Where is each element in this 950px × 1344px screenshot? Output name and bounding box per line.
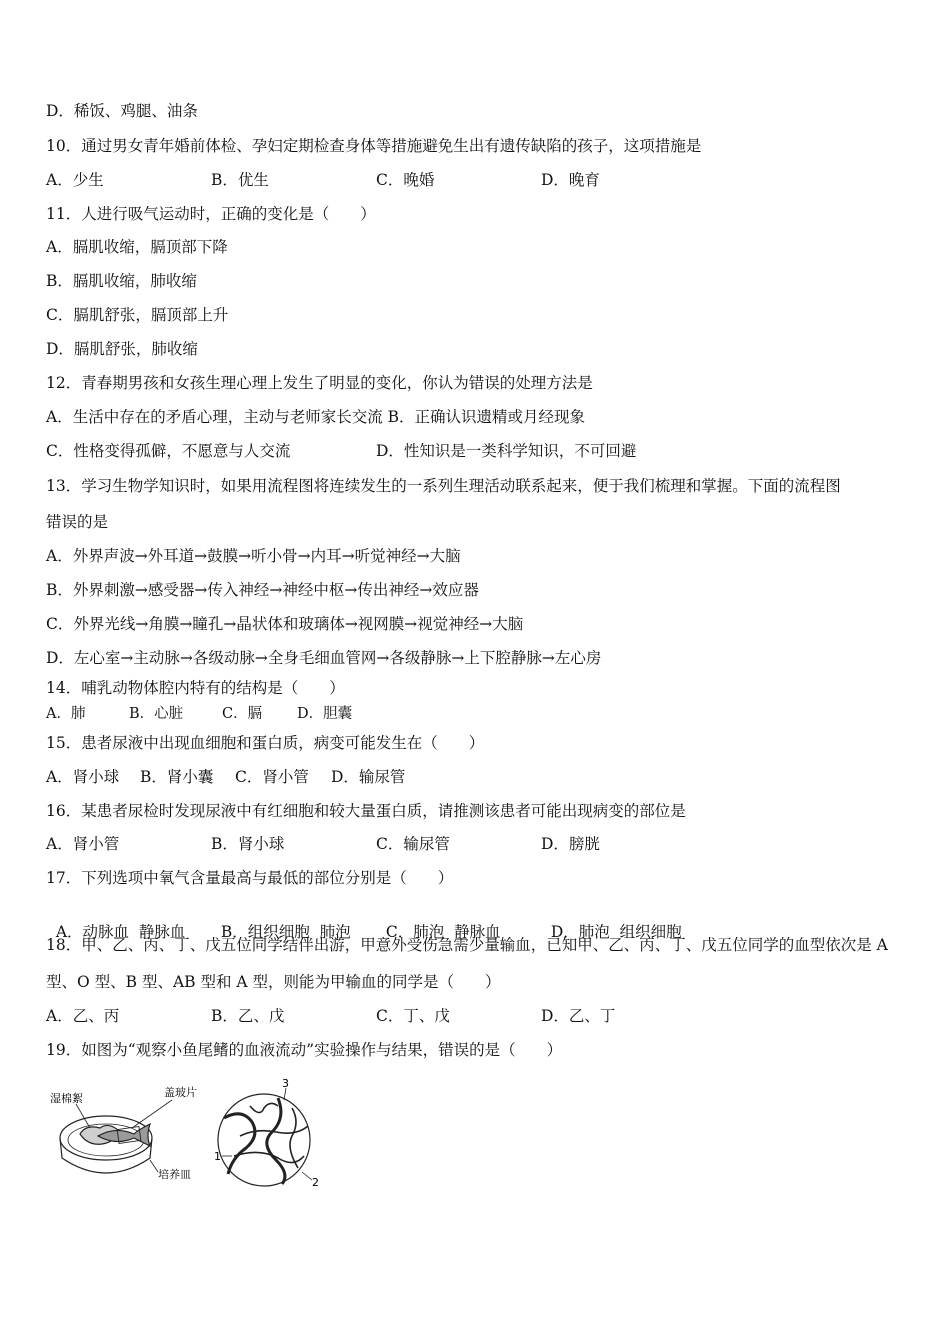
leader-dish (150, 1160, 158, 1172)
microscope-view (218, 1088, 312, 1186)
q16-options (46, 834, 600, 854)
q10-option-b: B．优生 (211, 171, 269, 189)
q13-option-c: C．外界光线→角膜→瞳孔→晶状体和玻璃体→视网膜→视觉神经→大脑 (46, 615, 524, 633)
q11-option-d: D．膈肌舒张，肺收缩 (46, 340, 198, 358)
q15-option-c: C．肾小管 (235, 768, 309, 786)
q14-option-a: A．肺 (46, 706, 86, 722)
q12-options-line2 (46, 441, 636, 461)
q17-stem: 17．下列选项中氧气含量最高与最低的部位分别是（ ） (46, 869, 454, 887)
q10-option-d: D．晚育 (541, 171, 600, 189)
q9-option-d: D．稀饭、鸡腿、油条 (46, 102, 198, 120)
q11-option-b: B．膈肌收缩，肺收缩 (46, 272, 197, 290)
q12-option-c: C．性格变得孤僻，不愿意与人交流 (46, 442, 291, 460)
q12-options-line1: A．生活中存在的矛盾心理，主动与老师家长交流 B．正确认识遗精或月经现象 (46, 408, 586, 426)
capillary-c (250, 1103, 278, 1112)
q15-option-a: A．肾小球 (46, 768, 120, 786)
q17-option-a: A．动脉血 静脉血 (55, 923, 186, 941)
q18-stem-line2: 型、O 型、B 型、AB 型和 A 型，则能为甲输血的同学是（ ） (46, 973, 501, 991)
q16-option-a: A．肾小管 (46, 835, 120, 853)
capillary-d (290, 1108, 298, 1168)
q17-option-d: D．肺泡 组织细胞 (550, 923, 682, 941)
q15-stem: 15．患者尿液中出现血细胞和蛋白质，病变可能发生在（ ） (46, 734, 485, 752)
leader-2 (302, 1172, 312, 1180)
vessel-2 (267, 1098, 285, 1184)
q14-stem: 14．哺乳动物体腔内特有的结构是（ ） (46, 679, 345, 697)
q15-option-b: B．肾小囊 (140, 768, 214, 786)
q11-stem: 11．人进行吸气运动时，正确的变化是（ ） (46, 205, 376, 223)
q12-option-d: D．性知识是一类科学知识，不可回避 (376, 442, 637, 460)
q17-option-b: B．组织细胞 肺泡 (220, 923, 351, 941)
q10-option-c: C．晚婚 (376, 171, 435, 189)
q18-option-d: D．乙、丁 (541, 1007, 616, 1025)
q18-option-b: B．乙、戊 (211, 1007, 285, 1025)
vessel-1 (224, 1114, 255, 1174)
q13-stem-line2: 错误的是 (46, 513, 109, 531)
leader-coverslip (132, 1100, 172, 1128)
q19-figure-svg (46, 1078, 346, 1193)
q19-figure (46, 1078, 346, 1193)
q13-option-d: D．左心室→主动脉→各级动脉→全身毛细血管网→各级静脉→上下腔静脉→左心房 (46, 649, 602, 667)
q10-stem: 10．通过男女青年婚前体检、孕妇定期检查身体等措施避免生出有遗传缺陷的孩子，这项措施是 (46, 137, 702, 155)
q16-option-d: D．膀胱 (541, 835, 600, 853)
q10-option-a: A．少生 (46, 171, 104, 189)
q15-option-d: D．输尿管 (331, 768, 406, 786)
q17-option-c: C．肺泡 静脉血 (385, 923, 501, 941)
q11-option-c: C．膈肌舒张，膈顶部上升 (46, 306, 229, 324)
label-cover-slip: 盖玻片 (164, 1086, 197, 1099)
q15-options (46, 767, 405, 787)
q14-options (46, 704, 352, 724)
q16-option-c: C．输尿管 (376, 835, 450, 853)
label-3: 3 (282, 1078, 289, 1090)
q14-option-c: C．膈 (222, 706, 263, 722)
q18-stem-line1: 18．甲、乙、丙、丁、戊五位同学结伴出游，甲意外受伤急需少量输血，已知甲、乙、丙、丁、戊五位同学的血型依次是 A (46, 936, 888, 954)
q12-stem: 12．青春期男孩和女孩生理心理上发生了明显的变化，你认为错误的处理方法是 (46, 374, 593, 392)
label-1: 1 (214, 1150, 221, 1163)
q13-option-a: A．外界声波→外耳道→鼓膜→听小骨→内耳→听觉神经→大脑 (46, 547, 461, 565)
q18-options (46, 1006, 615, 1026)
label-petri-dish: 培养皿 (158, 1168, 191, 1181)
leader-cotton (76, 1104, 90, 1128)
label-2: 2 (312, 1176, 319, 1189)
q18-option-a: A．乙、丙 (46, 1007, 120, 1025)
q14-option-d: D．胆囊 (297, 706, 353, 722)
label-wet-cotton: 湿棉絮 (50, 1092, 83, 1105)
q11-option-a: A．膈肌收缩，膈顶部下降 (46, 238, 228, 256)
q10-options (46, 170, 600, 190)
petri-dish-illustration (60, 1100, 172, 1173)
q16-stem: 16．某患者尿检时发现尿液中有红细胞和较大量蛋白质，请推测该患者可能出现病变的部位是 (46, 802, 686, 820)
q13-stem-line1: 13．学习生物学知识时，如果用流程图将连续发生的一系列生理活动联系起来，便于我们梳理和掌握。下面的流程图 (46, 477, 841, 495)
q16-option-b: B．肾小球 (211, 835, 285, 853)
q13-option-b: B．外界刺激→感受器→传入神经→神经中枢→传出神经→效应器 (46, 581, 479, 599)
q18-option-c: C．丁、戊 (376, 1007, 450, 1025)
q19-stem: 19．如图为“观察小鱼尾鳍的血液流动”实验操作与结果，错误的是（ ） (46, 1041, 563, 1059)
q14-option-b: B．心脏 (129, 706, 184, 722)
